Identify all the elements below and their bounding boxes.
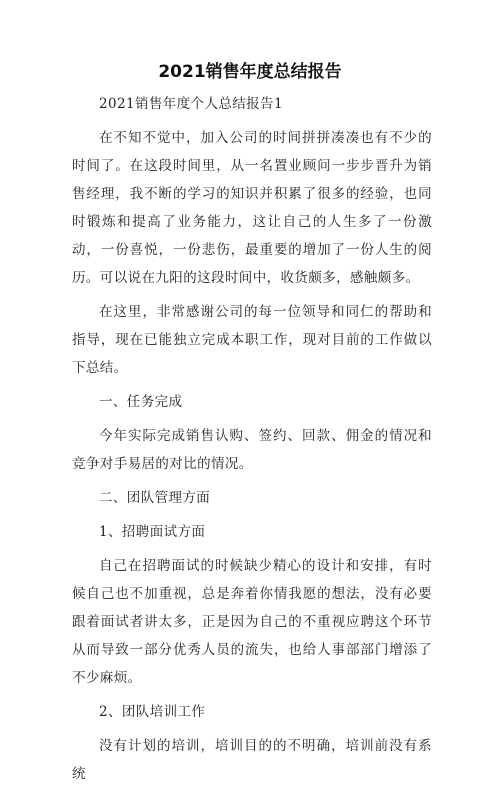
body-paragraph: 今年实际完成销售认购、签约、回款、佣金的情况和竞争对手易居的对比的情况。 [72,428,432,472]
body-paragraph: 在这里，非常感谢公司的每一位领导和同仁的帮助和指导，现在已能独立完成本职工作，现对目前的工作做以下总结。 [72,304,432,376]
document-body [72,90,432,794]
subsection-heading: 1、招聘面试方面 [99,524,206,540]
body-paragraph: 自己在招聘面试的时候缺少精心的设计和安排，有时候自己也不加重视，总是奔着你情我愿的想法，没有必要跟着面试者讲太多，正是因为自己的不重视应聘这个环节从而导致一部分优秀人员的流失，也给人事部部门增添了不少麻烦。 [72,558,432,686]
section-heading: 二、团队管理方面 [99,490,211,506]
section-heading: 一、任务完成 [99,394,183,410]
subsection-heading: 2、团队培训工作 [99,704,206,720]
report-subtitle: 2021销售年度个人总结报告1 [99,96,283,112]
body-paragraph: 没有计划的培训，培训目的的不明确，培训前没有系统 [72,738,432,782]
body-paragraph: 在不知不觉中，加入公司的时间拼拼凑凑也有不少的时间了。在这段时间里，从一名置业顾问一步步晋升为销售经理，我不断的学习的知识并积累了很多的经验，也同时锻炼和提高了业务能力，这让自己的人生多了一份激动，一份喜悦，一份悲伤，最重要的增加了一份人生的阅历。可以说在九阳的这段时间中，收货颇多，感触颇多。 [72,130,432,286]
document-title: 2021销售年度总结报告 [158,62,342,82]
